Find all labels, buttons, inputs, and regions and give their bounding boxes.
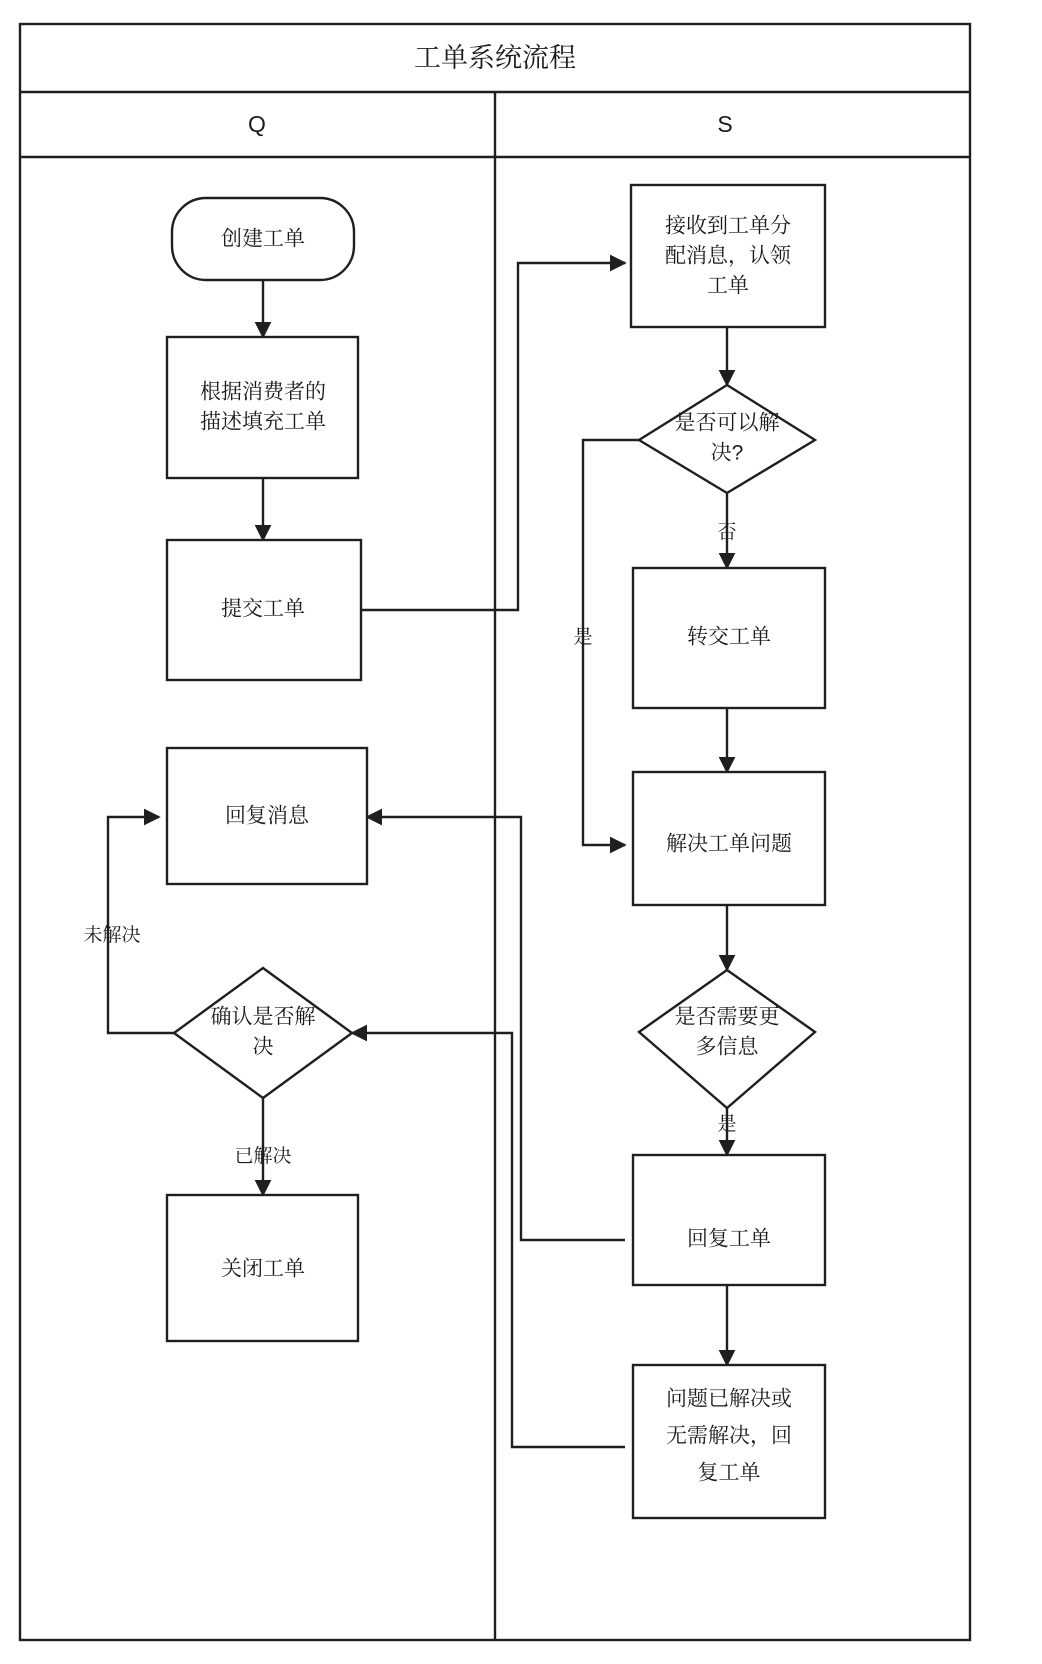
node-resolved-reply[interactable] <box>633 1365 825 1518</box>
diagram-frame <box>20 24 970 1640</box>
node-fill-ticket[interactable] <box>167 337 358 478</box>
node-receive-ticket-line2: 配消息，认领 <box>665 244 791 268</box>
node-transfer-ticket[interactable] <box>633 568 825 708</box>
node-receive-ticket[interactable] <box>631 185 825 327</box>
node-receive-ticket-line1: 接收到工单分 <box>665 214 791 238</box>
node-transfer-ticket-label: 转交工单 <box>687 625 771 649</box>
node-confirm-resolved-line2: 决 <box>252 1035 274 1059</box>
node-need-more-info-decision[interactable] <box>639 970 815 1108</box>
node-resolved-reply-line1: 问题已解决或 <box>666 1387 792 1411</box>
node-create-ticket[interactable] <box>172 198 354 280</box>
node-submit-ticket-label: 提交工单 <box>221 597 305 621</box>
node-reply-ticket[interactable] <box>633 1155 825 1285</box>
node-close-ticket[interactable] <box>167 1195 358 1341</box>
edge-label-unresolved: 未解决 <box>83 925 141 947</box>
edge-submit-to-receive <box>361 263 625 610</box>
node-close-ticket-label: 关闭工单 <box>221 1257 305 1281</box>
edge-label-yes-solve: 是 <box>573 627 593 649</box>
node-resolved-reply-line2: 无需解决，回 <box>666 1424 792 1448</box>
node-fill-ticket-line1: 根据消费者的 <box>200 380 326 404</box>
node-reply-ticket-label: 回复工单 <box>687 1227 771 1251</box>
lane-header-q: Q <box>248 111 266 138</box>
node-resolve-issue-label: 解决工单问题 <box>666 832 792 856</box>
node-need-more-info-line1: 是否需要更 <box>674 1005 780 1029</box>
node-reply-message-label: 回复消息 <box>225 804 309 828</box>
edge-label-resolved: 已解决 <box>234 1146 292 1168</box>
node-resolved-reply-line3: 复工单 <box>697 1461 761 1485</box>
node-confirm-resolved[interactable] <box>174 968 352 1098</box>
edge-label-yes-more: 是 <box>717 1114 737 1136</box>
node-need-more-info-line2: 多信息 <box>695 1035 759 1059</box>
node-receive-ticket-line3: 工单 <box>707 274 749 298</box>
diagram-title: 工单系统流程 <box>414 43 576 74</box>
node-submit-ticket[interactable] <box>167 540 361 680</box>
edge-label-no: 否 <box>717 522 737 544</box>
node-resolve-issue[interactable] <box>633 772 825 905</box>
node-can-resolve-line1: 是否可以解 <box>674 411 780 435</box>
node-create-ticket-label: 创建工单 <box>221 227 305 251</box>
node-fill-ticket-line2: 描述填充工单 <box>200 410 326 434</box>
node-confirm-resolved-line1: 确认是否解 <box>210 1005 316 1029</box>
node-can-resolve-decision[interactable] <box>639 385 815 493</box>
lane-header-s: S <box>717 111 733 138</box>
node-can-resolve-line2: 决? <box>710 441 744 465</box>
node-reply-message[interactable] <box>167 748 367 884</box>
